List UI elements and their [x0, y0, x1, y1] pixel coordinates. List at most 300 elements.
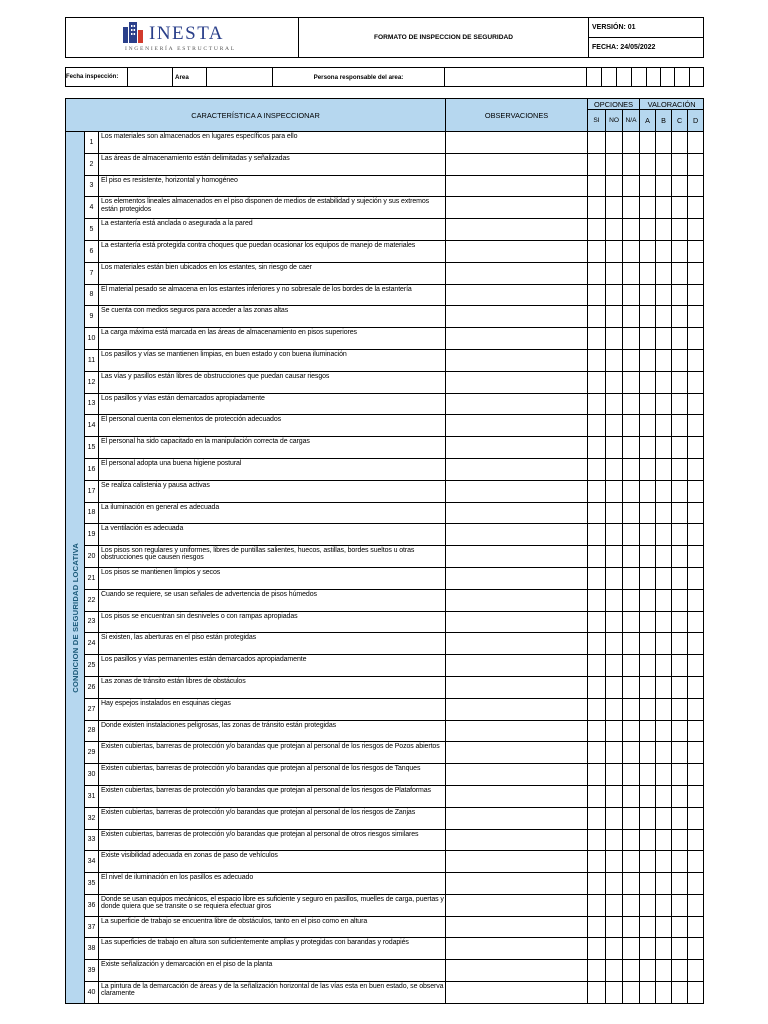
na-checkbox[interactable]	[623, 284, 640, 306]
si-checkbox[interactable]	[588, 524, 606, 546]
valoracion-c-checkbox[interactable]	[672, 546, 688, 568]
na-checkbox[interactable]	[623, 676, 640, 698]
si-checkbox[interactable]	[588, 655, 606, 677]
na-checkbox[interactable]	[623, 894, 640, 916]
valoracion-b-checkbox[interactable]	[656, 567, 672, 589]
valoracion-a-checkbox[interactable]	[640, 153, 656, 175]
valoracion-c-checkbox[interactable]	[672, 328, 688, 350]
valoracion-a-checkbox[interactable]	[640, 393, 656, 415]
valoracion-d-checkbox[interactable]	[688, 698, 704, 720]
valoracion-a-checkbox[interactable]	[640, 742, 656, 764]
valoracion-a-checkbox[interactable]	[640, 567, 656, 589]
valoracion-b-checkbox[interactable]	[656, 524, 672, 546]
fecha-input[interactable]	[128, 68, 173, 87]
no-checkbox[interactable]	[606, 807, 623, 829]
valoracion-c-checkbox[interactable]	[672, 349, 688, 371]
si-checkbox[interactable]	[588, 676, 606, 698]
si-checkbox[interactable]	[588, 415, 606, 437]
valoracion-a-checkbox[interactable]	[640, 546, 656, 568]
observaciones-input[interactable]	[446, 546, 588, 568]
valoracion-c-checkbox[interactable]	[672, 633, 688, 655]
valoracion-a-checkbox[interactable]	[640, 284, 656, 306]
valoracion-a-checkbox[interactable]	[640, 655, 656, 677]
observaciones-input[interactable]	[446, 611, 588, 633]
na-checkbox[interactable]	[623, 328, 640, 350]
valoracion-d-checkbox[interactable]	[688, 611, 704, 633]
no-checkbox[interactable]	[606, 415, 623, 437]
observaciones-input[interactable]	[446, 764, 588, 786]
si-checkbox[interactable]	[588, 785, 606, 807]
si-checkbox[interactable]	[588, 960, 606, 982]
na-checkbox[interactable]	[623, 524, 640, 546]
na-checkbox[interactable]	[623, 175, 640, 197]
valoracion-a-checkbox[interactable]	[640, 698, 656, 720]
valoracion-a-checkbox[interactable]	[640, 415, 656, 437]
observaciones-input[interactable]	[446, 589, 588, 611]
responsable-input[interactable]	[445, 68, 587, 87]
valoracion-a-checkbox[interactable]	[640, 938, 656, 960]
valoracion-a-checkbox[interactable]	[640, 611, 656, 633]
valoracion-b-checkbox[interactable]	[656, 655, 672, 677]
valoracion-d-checkbox[interactable]	[688, 219, 704, 241]
no-checkbox[interactable]	[606, 611, 623, 633]
valoracion-a-checkbox[interactable]	[640, 132, 656, 154]
valoracion-d-checkbox[interactable]	[688, 371, 704, 393]
no-checkbox[interactable]	[606, 982, 623, 1004]
valoracion-d-checkbox[interactable]	[688, 764, 704, 786]
valoracion-c-checkbox[interactable]	[672, 197, 688, 219]
valoracion-c-checkbox[interactable]	[672, 524, 688, 546]
no-checkbox[interactable]	[606, 633, 623, 655]
no-checkbox[interactable]	[606, 742, 623, 764]
valoracion-b-checkbox[interactable]	[656, 132, 672, 154]
valoracion-d-checkbox[interactable]	[688, 480, 704, 502]
valoracion-b-checkbox[interactable]	[656, 851, 672, 873]
valoracion-b-checkbox[interactable]	[656, 611, 672, 633]
valoracion-a-checkbox[interactable]	[640, 306, 656, 328]
na-checkbox[interactable]	[623, 219, 640, 241]
valoracion-c-checkbox[interactable]	[672, 219, 688, 241]
na-checkbox[interactable]	[623, 742, 640, 764]
observaciones-input[interactable]	[446, 349, 588, 371]
valoracion-b-checkbox[interactable]	[656, 546, 672, 568]
na-checkbox[interactable]	[623, 982, 640, 1004]
valoracion-c-checkbox[interactable]	[672, 415, 688, 437]
valoracion-c-checkbox[interactable]	[672, 851, 688, 873]
si-checkbox[interactable]	[588, 219, 606, 241]
valoracion-d-checkbox[interactable]	[688, 807, 704, 829]
valoracion-a-checkbox[interactable]	[640, 873, 656, 895]
valoracion-a-checkbox[interactable]	[640, 524, 656, 546]
si-checkbox[interactable]	[588, 851, 606, 873]
no-checkbox[interactable]	[606, 393, 623, 415]
valoracion-a-checkbox[interactable]	[640, 807, 656, 829]
valoracion-c-checkbox[interactable]	[672, 807, 688, 829]
valoracion-b-checkbox[interactable]	[656, 480, 672, 502]
valoracion-a-checkbox[interactable]	[640, 851, 656, 873]
no-checkbox[interactable]	[606, 132, 623, 154]
no-checkbox[interactable]	[606, 785, 623, 807]
valoracion-c-checkbox[interactable]	[672, 982, 688, 1004]
no-checkbox[interactable]	[606, 676, 623, 698]
valoracion-b-checkbox[interactable]	[656, 349, 672, 371]
observaciones-input[interactable]	[446, 262, 588, 284]
observaciones-input[interactable]	[446, 240, 588, 262]
na-checkbox[interactable]	[623, 371, 640, 393]
valoracion-c-checkbox[interactable]	[672, 262, 688, 284]
observaciones-input[interactable]	[446, 524, 588, 546]
na-checkbox[interactable]	[623, 720, 640, 742]
valoracion-d-checkbox[interactable]	[688, 676, 704, 698]
no-checkbox[interactable]	[606, 698, 623, 720]
observaciones-input[interactable]	[446, 502, 588, 524]
si-checkbox[interactable]	[588, 175, 606, 197]
na-checkbox[interactable]	[623, 262, 640, 284]
si-checkbox[interactable]	[588, 916, 606, 938]
na-checkbox[interactable]	[623, 829, 640, 851]
valoracion-b-checkbox[interactable]	[656, 589, 672, 611]
na-checkbox[interactable]	[623, 633, 640, 655]
si-checkbox[interactable]	[588, 502, 606, 524]
observaciones-input[interactable]	[446, 851, 588, 873]
si-checkbox[interactable]	[588, 306, 606, 328]
observaciones-input[interactable]	[446, 219, 588, 241]
valoracion-b-checkbox[interactable]	[656, 458, 672, 480]
na-checkbox[interactable]	[623, 655, 640, 677]
valoracion-d-checkbox[interactable]	[688, 306, 704, 328]
valoracion-d-checkbox[interactable]	[688, 633, 704, 655]
observaciones-input[interactable]	[446, 437, 588, 459]
na-checkbox[interactable]	[623, 393, 640, 415]
na-checkbox[interactable]	[623, 938, 640, 960]
valoracion-c-checkbox[interactable]	[672, 894, 688, 916]
si-checkbox[interactable]	[588, 458, 606, 480]
si-checkbox[interactable]	[588, 546, 606, 568]
valoracion-c-checkbox[interactable]	[672, 764, 688, 786]
valoracion-d-checkbox[interactable]	[688, 240, 704, 262]
na-checkbox[interactable]	[623, 153, 640, 175]
valoracion-a-checkbox[interactable]	[640, 633, 656, 655]
si-checkbox[interactable]	[588, 829, 606, 851]
no-checkbox[interactable]	[606, 349, 623, 371]
si-checkbox[interactable]	[588, 764, 606, 786]
valoracion-c-checkbox[interactable]	[672, 589, 688, 611]
si-checkbox[interactable]	[588, 393, 606, 415]
observaciones-input[interactable]	[446, 720, 588, 742]
observaciones-input[interactable]	[446, 873, 588, 895]
valoracion-c-checkbox[interactable]	[672, 153, 688, 175]
valoracion-d-checkbox[interactable]	[688, 284, 704, 306]
observaciones-input[interactable]	[446, 698, 588, 720]
valoracion-c-checkbox[interactable]	[672, 829, 688, 851]
observaciones-input[interactable]	[446, 916, 588, 938]
no-checkbox[interactable]	[606, 960, 623, 982]
valoracion-d-checkbox[interactable]	[688, 328, 704, 350]
valoracion-a-checkbox[interactable]	[640, 894, 656, 916]
na-checkbox[interactable]	[623, 132, 640, 154]
observaciones-input[interactable]	[446, 807, 588, 829]
valoracion-a-checkbox[interactable]	[640, 219, 656, 241]
valoracion-c-checkbox[interactable]	[672, 655, 688, 677]
valoracion-b-checkbox[interactable]	[656, 437, 672, 459]
valoracion-b-checkbox[interactable]	[656, 873, 672, 895]
valoracion-d-checkbox[interactable]	[688, 415, 704, 437]
observaciones-input[interactable]	[446, 567, 588, 589]
na-checkbox[interactable]	[623, 306, 640, 328]
si-checkbox[interactable]	[588, 894, 606, 916]
valoracion-b-checkbox[interactable]	[656, 393, 672, 415]
valoracion-c-checkbox[interactable]	[672, 240, 688, 262]
observaciones-input[interactable]	[446, 328, 588, 350]
valoracion-c-checkbox[interactable]	[672, 306, 688, 328]
valoracion-d-checkbox[interactable]	[688, 458, 704, 480]
valoracion-b-checkbox[interactable]	[656, 742, 672, 764]
observaciones-input[interactable]	[446, 175, 588, 197]
valoracion-b-checkbox[interactable]	[656, 916, 672, 938]
valoracion-d-checkbox[interactable]	[688, 894, 704, 916]
no-checkbox[interactable]	[606, 567, 623, 589]
valoracion-c-checkbox[interactable]	[672, 676, 688, 698]
no-checkbox[interactable]	[606, 437, 623, 459]
no-checkbox[interactable]	[606, 894, 623, 916]
valoracion-a-checkbox[interactable]	[640, 458, 656, 480]
no-checkbox[interactable]	[606, 219, 623, 241]
no-checkbox[interactable]	[606, 938, 623, 960]
valoracion-c-checkbox[interactable]	[672, 938, 688, 960]
si-checkbox[interactable]	[588, 807, 606, 829]
valoracion-b-checkbox[interactable]	[656, 328, 672, 350]
no-checkbox[interactable]	[606, 589, 623, 611]
valoracion-b-checkbox[interactable]	[656, 153, 672, 175]
valoracion-d-checkbox[interactable]	[688, 567, 704, 589]
observaciones-input[interactable]	[446, 982, 588, 1004]
observaciones-input[interactable]	[446, 655, 588, 677]
observaciones-input[interactable]	[446, 633, 588, 655]
observaciones-input[interactable]	[446, 894, 588, 916]
valoracion-a-checkbox[interactable]	[640, 437, 656, 459]
area-input[interactable]	[207, 68, 273, 87]
valoracion-d-checkbox[interactable]	[688, 437, 704, 459]
observaciones-input[interactable]	[446, 676, 588, 698]
si-checkbox[interactable]	[588, 240, 606, 262]
si-checkbox[interactable]	[588, 742, 606, 764]
valoracion-d-checkbox[interactable]	[688, 655, 704, 677]
valoracion-a-checkbox[interactable]	[640, 480, 656, 502]
valoracion-c-checkbox[interactable]	[672, 284, 688, 306]
valoracion-b-checkbox[interactable]	[656, 938, 672, 960]
na-checkbox[interactable]	[623, 502, 640, 524]
si-checkbox[interactable]	[588, 262, 606, 284]
observaciones-input[interactable]	[446, 393, 588, 415]
no-checkbox[interactable]	[606, 873, 623, 895]
na-checkbox[interactable]	[623, 785, 640, 807]
na-checkbox[interactable]	[623, 873, 640, 895]
valoracion-c-checkbox[interactable]	[672, 611, 688, 633]
valoracion-b-checkbox[interactable]	[656, 633, 672, 655]
si-checkbox[interactable]	[588, 567, 606, 589]
valoracion-c-checkbox[interactable]	[672, 371, 688, 393]
valoracion-b-checkbox[interactable]	[656, 698, 672, 720]
valoracion-d-checkbox[interactable]	[688, 742, 704, 764]
valoracion-a-checkbox[interactable]	[640, 676, 656, 698]
observaciones-input[interactable]	[446, 306, 588, 328]
no-checkbox[interactable]	[606, 546, 623, 568]
na-checkbox[interactable]	[623, 807, 640, 829]
valoracion-c-checkbox[interactable]	[672, 437, 688, 459]
no-checkbox[interactable]	[606, 175, 623, 197]
valoracion-b-checkbox[interactable]	[656, 175, 672, 197]
valoracion-b-checkbox[interactable]	[656, 676, 672, 698]
no-checkbox[interactable]	[606, 764, 623, 786]
valoracion-d-checkbox[interactable]	[688, 502, 704, 524]
si-checkbox[interactable]	[588, 437, 606, 459]
valoracion-c-checkbox[interactable]	[672, 785, 688, 807]
valoracion-a-checkbox[interactable]	[640, 262, 656, 284]
na-checkbox[interactable]	[623, 916, 640, 938]
valoracion-d-checkbox[interactable]	[688, 785, 704, 807]
valoracion-a-checkbox[interactable]	[640, 175, 656, 197]
valoracion-b-checkbox[interactable]	[656, 197, 672, 219]
valoracion-d-checkbox[interactable]	[688, 524, 704, 546]
valoracion-d-checkbox[interactable]	[688, 720, 704, 742]
si-checkbox[interactable]	[588, 328, 606, 350]
valoracion-b-checkbox[interactable]	[656, 262, 672, 284]
observaciones-input[interactable]	[446, 829, 588, 851]
no-checkbox[interactable]	[606, 328, 623, 350]
valoracion-d-checkbox[interactable]	[688, 589, 704, 611]
valoracion-a-checkbox[interactable]	[640, 720, 656, 742]
si-checkbox[interactable]	[588, 938, 606, 960]
observaciones-input[interactable]	[446, 371, 588, 393]
valoracion-a-checkbox[interactable]	[640, 916, 656, 938]
valoracion-d-checkbox[interactable]	[688, 851, 704, 873]
valoracion-a-checkbox[interactable]	[640, 240, 656, 262]
no-checkbox[interactable]	[606, 851, 623, 873]
valoracion-d-checkbox[interactable]	[688, 938, 704, 960]
na-checkbox[interactable]	[623, 240, 640, 262]
na-checkbox[interactable]	[623, 589, 640, 611]
no-checkbox[interactable]	[606, 306, 623, 328]
observaciones-input[interactable]	[446, 197, 588, 219]
valoracion-a-checkbox[interactable]	[640, 960, 656, 982]
si-checkbox[interactable]	[588, 611, 606, 633]
no-checkbox[interactable]	[606, 284, 623, 306]
valoracion-b-checkbox[interactable]	[656, 807, 672, 829]
valoracion-d-checkbox[interactable]	[688, 153, 704, 175]
observaciones-input[interactable]	[446, 938, 588, 960]
valoracion-b-checkbox[interactable]	[656, 785, 672, 807]
si-checkbox[interactable]	[588, 371, 606, 393]
na-checkbox[interactable]	[623, 415, 640, 437]
na-checkbox[interactable]	[623, 851, 640, 873]
observaciones-input[interactable]	[446, 284, 588, 306]
no-checkbox[interactable]	[606, 458, 623, 480]
valoracion-c-checkbox[interactable]	[672, 132, 688, 154]
no-checkbox[interactable]	[606, 720, 623, 742]
valoracion-a-checkbox[interactable]	[640, 371, 656, 393]
no-checkbox[interactable]	[606, 916, 623, 938]
valoracion-a-checkbox[interactable]	[640, 349, 656, 371]
valoracion-c-checkbox[interactable]	[672, 720, 688, 742]
valoracion-c-checkbox[interactable]	[672, 742, 688, 764]
no-checkbox[interactable]	[606, 371, 623, 393]
si-checkbox[interactable]	[588, 480, 606, 502]
valoracion-c-checkbox[interactable]	[672, 873, 688, 895]
na-checkbox[interactable]	[623, 197, 640, 219]
valoracion-d-checkbox[interactable]	[688, 175, 704, 197]
valoracion-b-checkbox[interactable]	[656, 720, 672, 742]
si-checkbox[interactable]	[588, 153, 606, 175]
valoracion-a-checkbox[interactable]	[640, 764, 656, 786]
na-checkbox[interactable]	[623, 960, 640, 982]
si-checkbox[interactable]	[588, 197, 606, 219]
valoracion-d-checkbox[interactable]	[688, 982, 704, 1004]
valoracion-b-checkbox[interactable]	[656, 371, 672, 393]
valoracion-b-checkbox[interactable]	[656, 829, 672, 851]
valoracion-b-checkbox[interactable]	[656, 284, 672, 306]
observaciones-input[interactable]	[446, 153, 588, 175]
valoracion-c-checkbox[interactable]	[672, 698, 688, 720]
valoracion-d-checkbox[interactable]	[688, 546, 704, 568]
valoracion-a-checkbox[interactable]	[640, 328, 656, 350]
valoracion-b-checkbox[interactable]	[656, 240, 672, 262]
valoracion-c-checkbox[interactable]	[672, 458, 688, 480]
si-checkbox[interactable]	[588, 132, 606, 154]
observaciones-input[interactable]	[446, 785, 588, 807]
valoracion-d-checkbox[interactable]	[688, 262, 704, 284]
valoracion-a-checkbox[interactable]	[640, 589, 656, 611]
valoracion-b-checkbox[interactable]	[656, 960, 672, 982]
na-checkbox[interactable]	[623, 437, 640, 459]
observaciones-input[interactable]	[446, 960, 588, 982]
si-checkbox[interactable]	[588, 720, 606, 742]
valoracion-d-checkbox[interactable]	[688, 197, 704, 219]
valoracion-b-checkbox[interactable]	[656, 894, 672, 916]
valoracion-b-checkbox[interactable]	[656, 415, 672, 437]
na-checkbox[interactable]	[623, 764, 640, 786]
na-checkbox[interactable]	[623, 546, 640, 568]
si-checkbox[interactable]	[588, 349, 606, 371]
valoracion-a-checkbox[interactable]	[640, 197, 656, 219]
valoracion-d-checkbox[interactable]	[688, 393, 704, 415]
si-checkbox[interactable]	[588, 982, 606, 1004]
si-checkbox[interactable]	[588, 698, 606, 720]
valoracion-a-checkbox[interactable]	[640, 785, 656, 807]
observaciones-input[interactable]	[446, 480, 588, 502]
observaciones-input[interactable]	[446, 132, 588, 154]
valoracion-c-checkbox[interactable]	[672, 502, 688, 524]
si-checkbox[interactable]	[588, 284, 606, 306]
na-checkbox[interactable]	[623, 611, 640, 633]
valoracion-d-checkbox[interactable]	[688, 829, 704, 851]
valoracion-b-checkbox[interactable]	[656, 219, 672, 241]
si-checkbox[interactable]	[588, 633, 606, 655]
valoracion-b-checkbox[interactable]	[656, 982, 672, 1004]
valoracion-c-checkbox[interactable]	[672, 393, 688, 415]
no-checkbox[interactable]	[606, 262, 623, 284]
valoracion-b-checkbox[interactable]	[656, 502, 672, 524]
valoracion-b-checkbox[interactable]	[656, 306, 672, 328]
valoracion-c-checkbox[interactable]	[672, 960, 688, 982]
no-checkbox[interactable]	[606, 502, 623, 524]
no-checkbox[interactable]	[606, 655, 623, 677]
valoracion-c-checkbox[interactable]	[672, 175, 688, 197]
valoracion-a-checkbox[interactable]	[640, 982, 656, 1004]
observaciones-input[interactable]	[446, 742, 588, 764]
no-checkbox[interactable]	[606, 829, 623, 851]
valoracion-a-checkbox[interactable]	[640, 829, 656, 851]
valoracion-b-checkbox[interactable]	[656, 764, 672, 786]
